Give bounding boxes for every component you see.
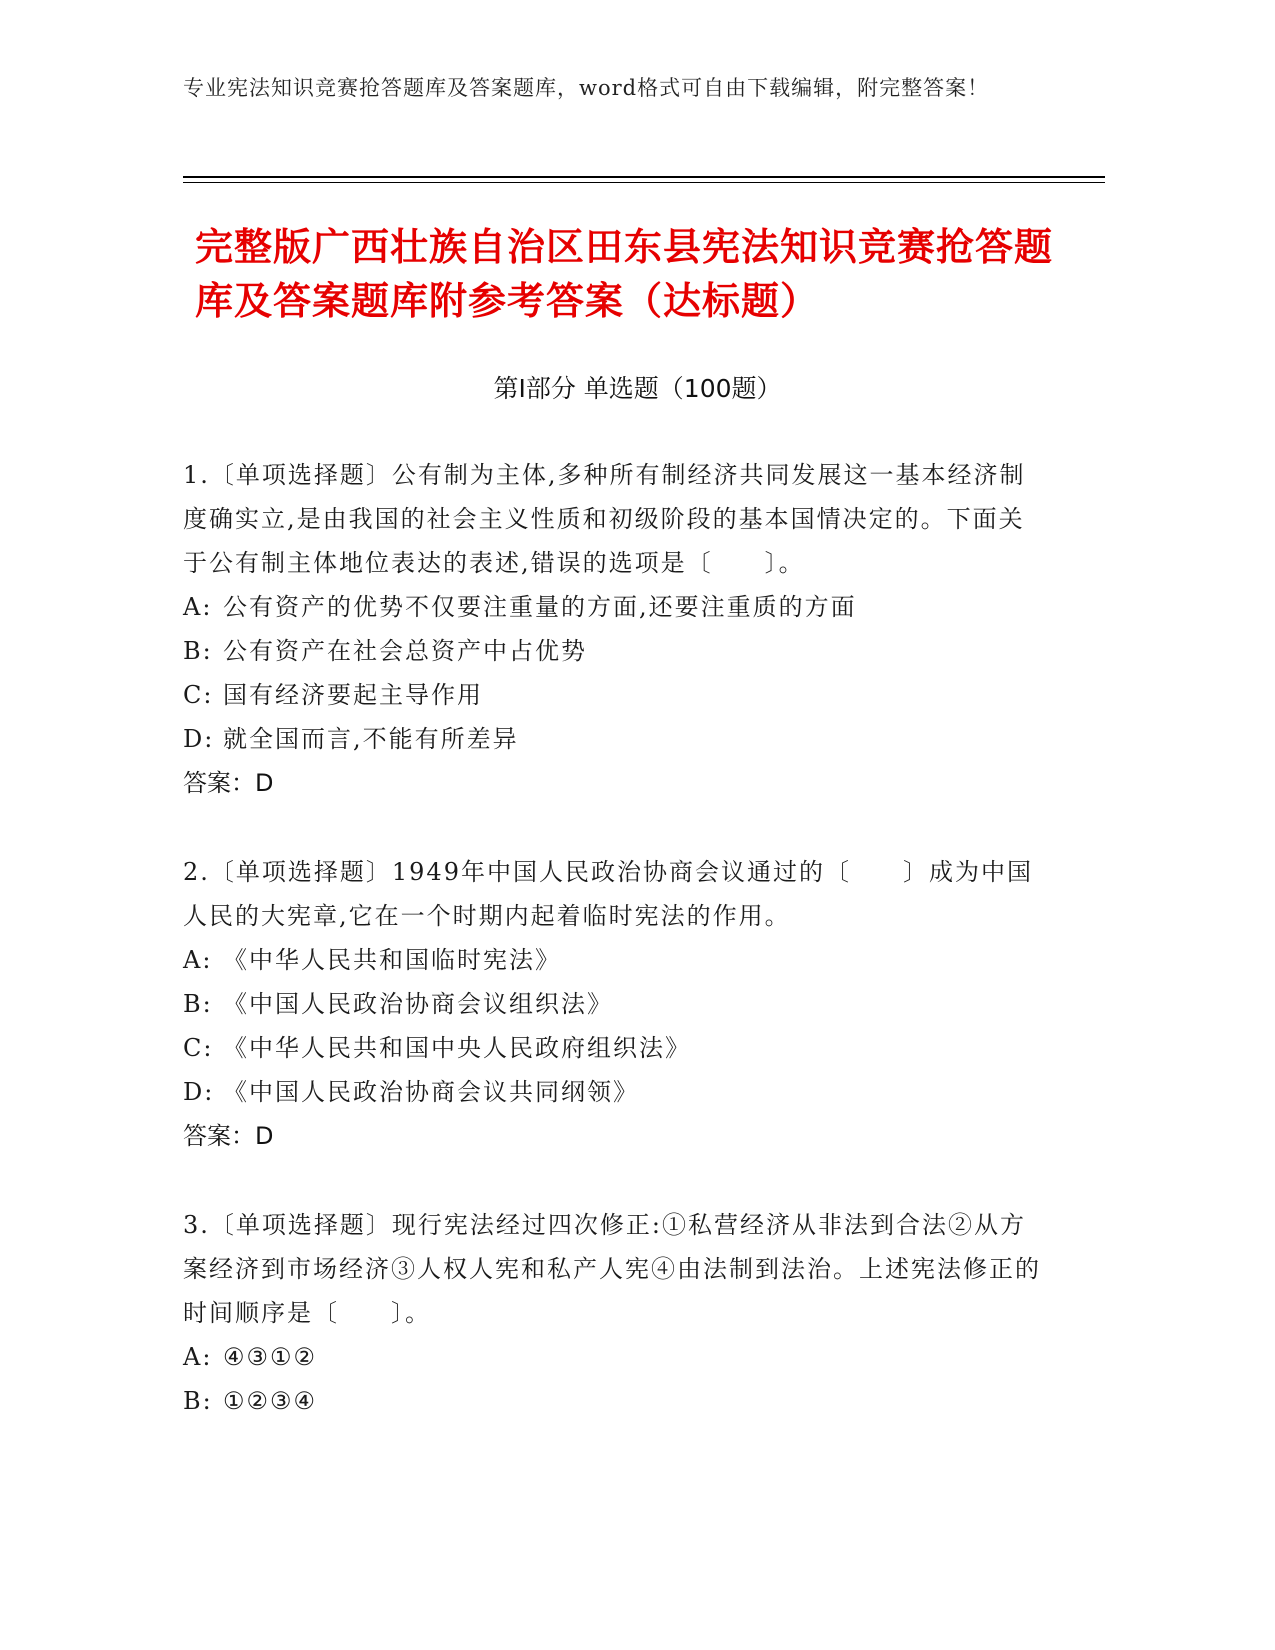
option-a: [183, 938, 1043, 982]
option-text: 公有资产的优势不仅要注重量的方面,还要注重质的方面: [223, 593, 857, 621]
question-2: [183, 850, 1043, 1158]
option-text: 《中国人民政治协商会议组织法》: [223, 990, 613, 1018]
option-letter: B:: [183, 990, 213, 1018]
option-letter: C:: [183, 1034, 214, 1062]
option-letter: C:: [183, 681, 214, 709]
question-text: 1.〔单项选择题〕公有制为主体,多种所有制经济共同发展这一基本经济制度确实立,是由我国的社会主义性质和初级阶段的基本国情决定的。下面关于公有制主体地位表达的表述,错误的选项是〔 〕。: [183, 461, 1026, 577]
option-c: [183, 673, 1043, 717]
question-text: 3.〔单项选择题〕现行宪法经过四次修正:①私营经济从非法到合法②从方案经济到市场经济③人权人宪和私产人宪④由法制到法治。上述宪法修正的时间顺序是〔 〕。: [183, 1211, 1041, 1327]
option-letter: D:: [183, 725, 215, 753]
option-letter: A:: [183, 593, 213, 621]
question-text: 2.〔单项选择题〕1949年中国人民政治协商会议通过的〔 〕成为中国人民的大宪章,它在一个时期内起着临时宪法的作用。: [183, 858, 1033, 930]
option-a: [183, 585, 1043, 629]
option-b: [183, 982, 1043, 1026]
header-rule-thick: [183, 176, 1105, 178]
option-letter: B:: [183, 637, 213, 665]
option-text: 《中华人民共和国中央人民政府组织法》: [223, 1034, 691, 1062]
option-letter: D:: [183, 1078, 215, 1106]
option-b: [183, 629, 1043, 673]
option-text: 《中华人民共和国临时宪法》: [223, 946, 561, 974]
option-text: 就全国而言,不能有所差异: [223, 725, 519, 753]
option-d: [183, 717, 1043, 761]
option-c: [183, 1026, 1043, 1070]
option-text: 《中国人民政治协商会议共同纲领》: [223, 1078, 639, 1106]
question-list: [183, 453, 1043, 1468]
header-note: 专业宪法知识竞赛抢答题库及答案题库，word格式可自由下载编辑，附完整答案！: [183, 76, 990, 100]
section-title: 第I部分 单选题（100题）: [493, 374, 782, 403]
question-1: [183, 453, 1043, 805]
option-text: 国有经济要起主导作用: [223, 681, 483, 709]
document-title: 完整版广西壮族自治区田东县宪法知识竞赛抢答题库及答案题库附参考答案（达标题）: [195, 225, 1054, 323]
answer-line: 答案：D: [183, 769, 274, 797]
option-letter: A:: [183, 946, 213, 974]
option-letter: B:: [183, 1387, 213, 1415]
option-a: [183, 1335, 1043, 1379]
option-text: ①②③④: [223, 1387, 318, 1415]
option-letter: A:: [183, 1343, 213, 1371]
header-rule-thin: [183, 182, 1105, 183]
answer-line: 答案：D: [183, 1122, 274, 1150]
option-text: 公有资产在社会总资产中占优势: [223, 637, 587, 665]
question-3: [183, 1203, 1043, 1423]
option-b: [183, 1379, 1043, 1423]
option-d: [183, 1070, 1043, 1114]
option-text: ④③①②: [223, 1343, 318, 1371]
